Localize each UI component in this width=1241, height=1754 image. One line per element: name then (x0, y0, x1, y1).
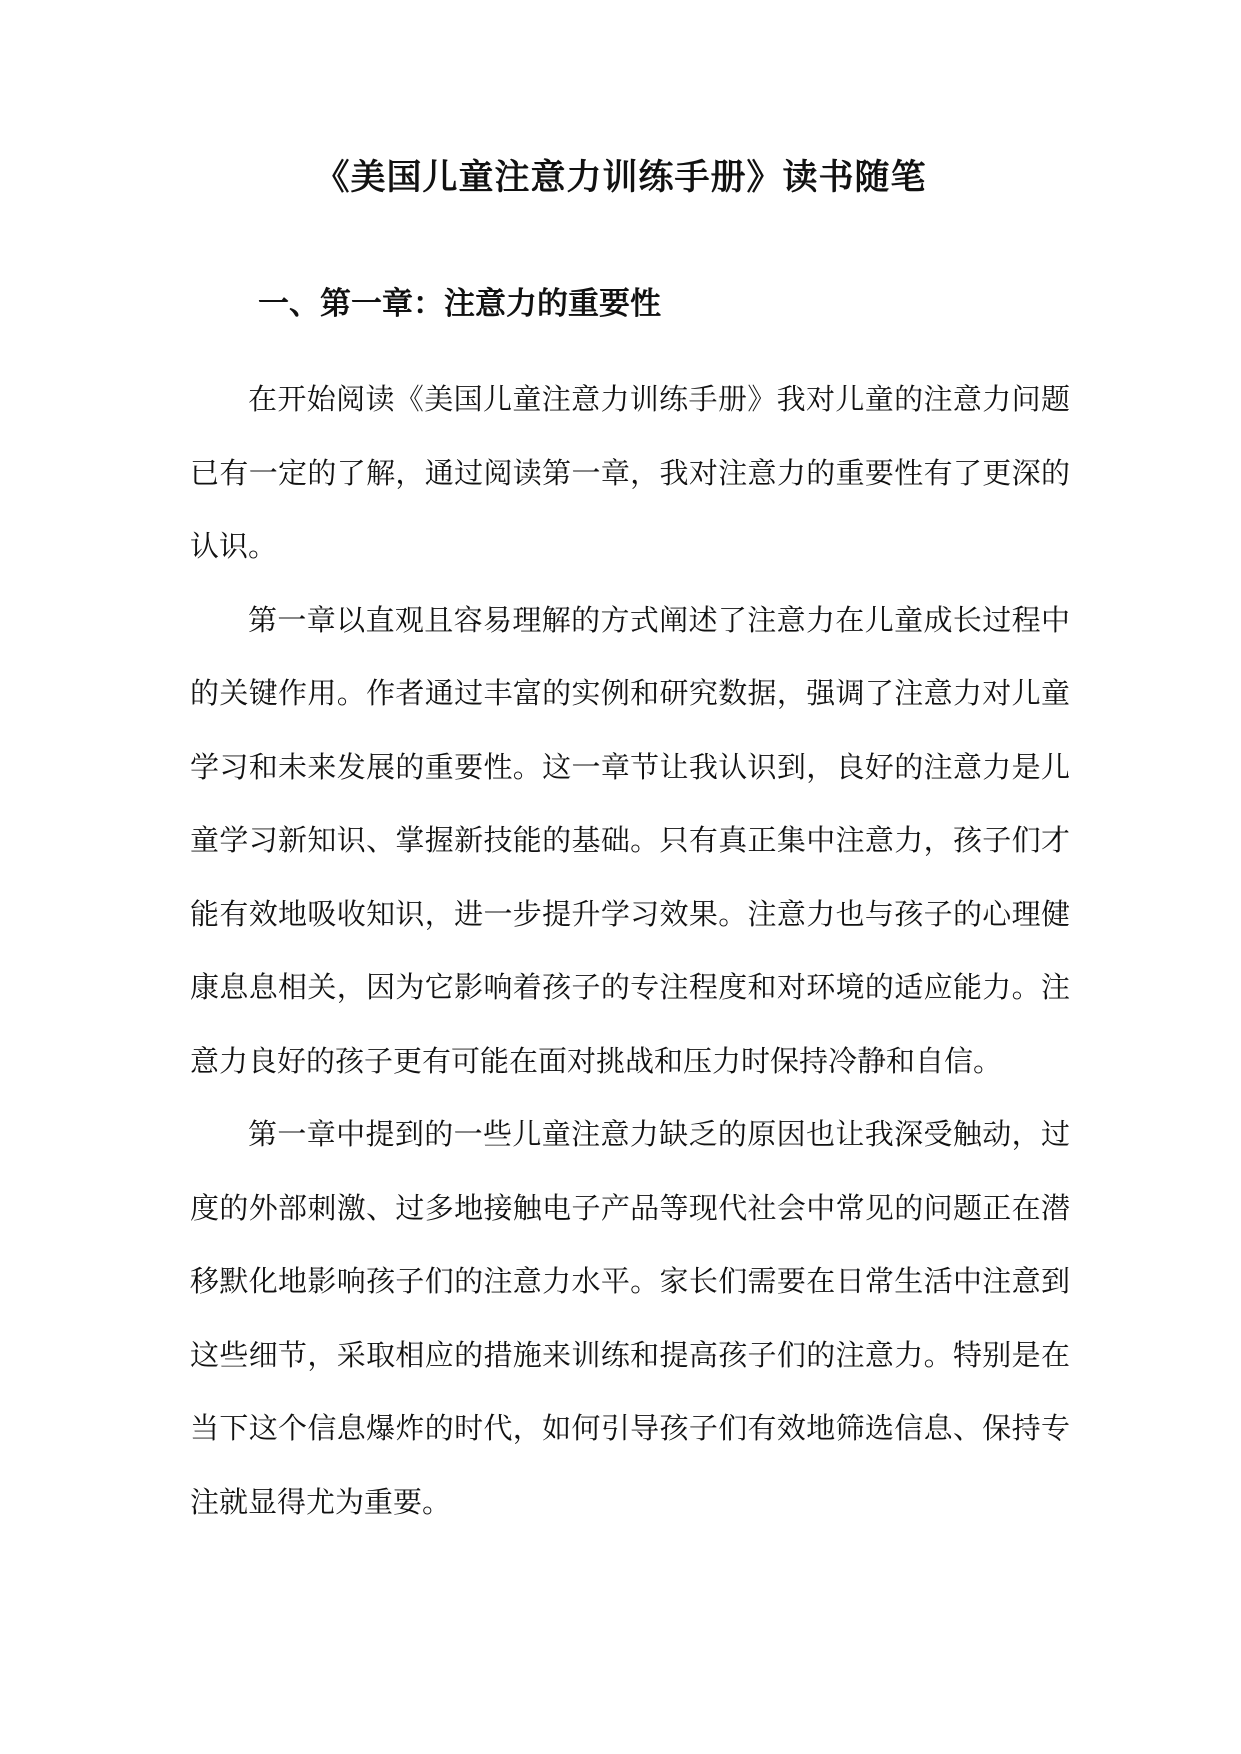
paragraph-1: 在开始阅读《美国儿童注意力训练手册》我对儿童的注意力问题已有一定的了解，通过阅读第一章，我对注意力的重要性有了更深的认识。 (190, 382, 1070, 563)
paragraph-3: 第一章中提到的一些儿童注意力缺乏的原因也让我深受触动，过度的外部刺激、过多地接触电子产品等现代社会中常见的问题正在潜移默化地影响孩子们的注意力水平。家长们需要在日常生活中注意到这些细节，采取相应的措施来训练和提高孩子们的注意力。特别是在当下这个信息爆炸的时代，如何引导孩子们有效地筛选信息、保持专注就显得尤为重要。 (190, 1117, 1070, 1519)
section-heading: 一、第一章：注意力的重要性 (258, 286, 661, 322)
paragraph-2: 第一章以直观且容易理解的方式阐述了注意力在儿童成长过程中的关键作用。作者通过丰富的实例和研究数据，强调了注意力对儿童学习和未来发展的重要性。这一章节让我认识到，良好的注意力是儿童学习新知识、掌握新技能的基础。只有真正集中注意力，孩子们才能有效地吸收知识，进一步提升学习效果。注意力也与孩子的心理健康息息相关，因为它影响着孩子的专注程度和对环境的适应能力。注意力良好的孩子更有可能在面对挑战和压力时保持冷静和自信。 (190, 602, 1070, 1078)
document-title: 《美国儿童注意力训练手册》读书随笔 (314, 157, 927, 198)
document-body (190, 363, 1070, 1539)
